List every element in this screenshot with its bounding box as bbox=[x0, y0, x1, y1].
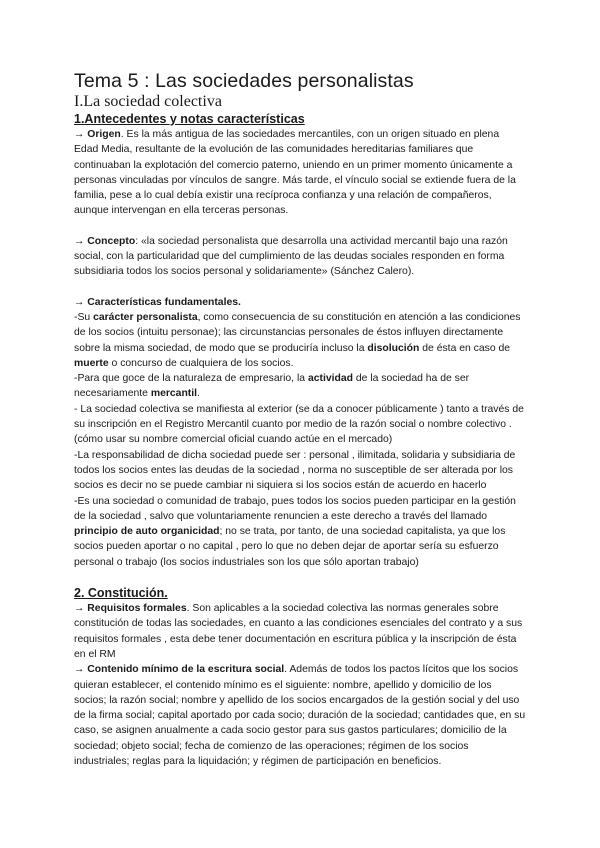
text-origen: . Es la más antigua de las sociedades mercantiles, con un origen situado en plena Edad Media, resultante de la evolución de las comunidades hereditarias familiares que continuaban la explotación del comercio paterno, uniendo en un primer momento únicamente a personas vinculadas por vínculos de sangre. Más tarde, el vínculo social se extiende fuera de la familia, pese a lo cual debía existir una recíproca confianza y una relación de compañeros, aunque intervengan en ella terceras personas. bbox=[74, 129, 516, 217]
label-requisitos: Requisitos formales bbox=[87, 603, 187, 615]
arrow-icon: → bbox=[74, 129, 88, 140]
section-heading-sociedad-colectiva: I.La sociedad colectiva bbox=[74, 93, 222, 110]
arrow-icon: → bbox=[74, 235, 88, 247]
item-responsabilidad: -La responsabilidad de dicha sociedad puede ser : personal , ilimitada, solidaria y subsidiaria de todos los socios entes las deudas de la sociedad , norma no susceptible de ser alterada por los socios es decir no se puede cambiar ni siquiera si los socios están de acuerdo en hacerlo bbox=[74, 449, 516, 492]
text-requisitos: . Son aplicables a la sociedad colectiva las normas generales sobre constitución de todas las sociedades, en cuanto a las condiciones esenciales del contrato y a sus requisitos formales , esta debe tener documentación en escritura pública y la inscripción de ésta en el RM bbox=[74, 603, 523, 660]
item-manifestacion-exterior: - La sociedad colectiva se manifiesta al exterior (se da a conocer públicamente ) tanto a través de su inscripción en el Registro Mercantil cuanto por medio de la razón social o nombre colectivo .(cómo usar su nombre comercial oficial cuando actúe en el mercado) bbox=[74, 403, 524, 446]
arrow-icon: → bbox=[74, 664, 88, 676]
paragraph-concepto bbox=[74, 234, 526, 280]
arrow-icon: → bbox=[74, 603, 88, 615]
item-actividad-mercantil: -Para que goce de la naturaleza de empresario, la actividad de la sociedad ha de ser necesariamente mercantil. bbox=[74, 373, 470, 400]
paragraph-origen bbox=[74, 127, 526, 219]
subheading-constitucion: 2. Constitución. bbox=[74, 586, 168, 601]
label-concepto: Concepto bbox=[87, 235, 136, 247]
item-comunidad-trabajo: -Es una sociedad o comunidad de trabajo, pues todos los socios pueden participar en la gestión de la sociedad , salvo que voluntariamente renuncien a este derecho a través del llamado principio de auto organicidad; no se trata, por tanto, de una sociedad capitalista, ya que los socios pueden aportar o no capital , pero lo que no deben dejar de aportar sería su esfuerzo personal o trabajo (los socios industriales son los que sólo aportan trabajo) bbox=[74, 495, 516, 568]
heading-caracteristicas: → Características fundamentales. bbox=[74, 296, 241, 308]
page-title: Tema 5 : Las sociedades personalistas bbox=[74, 70, 414, 92]
label-contenido: Contenido mínimo de la escritura social bbox=[87, 664, 285, 676]
item-caracter-personalista: -Su carácter personalista, como consecuencia de su constitución en atención a las condiciones de los socios (intuitu personae); las circunstancias personales de éstos influyen directamente sobre la misma sociedad, de modo que se produciría incluso la disolución de ésta en caso de muerte o concurso de cualquiera de los socios. bbox=[74, 311, 521, 369]
subheading-antecedentes: 1.Antecedentes y notas características bbox=[74, 112, 305, 126]
text-concepto: : «la sociedad personalista que desarrolla una actividad mercantil bajo una razón social, con la particularidad que del cumplimiento de las deudas sociales responden en forma subsidiaria todos los socios personal y solidariamente» (Sánchez Calero). bbox=[74, 235, 508, 278]
paragraph-requisitos-formales bbox=[74, 601, 526, 662]
text-contenido: . Además de todos los pactos lícitos que los socios quieran establecer, el contenido mínimo es el siguiente: nombre, apellido y domicilio de los socios; la razón social; nombre y apellido de los socios encargados de la gestión social y del uso de la firma social; capital aportado por cada socio; duración de la sociedad; cantidades que, en su caso, se asignen anualmente a cada socio gestor para sus gastos particulares; domicilio de la sociedad; objeto social; fecha de comienzo de las operaciones; régimen de los socios industriales; reglas para la liquidación; y régimen de participación en beneficios. bbox=[74, 664, 526, 767]
label-origen: Origen bbox=[87, 129, 121, 140]
paragraph-contenido-minimo bbox=[74, 662, 526, 769]
